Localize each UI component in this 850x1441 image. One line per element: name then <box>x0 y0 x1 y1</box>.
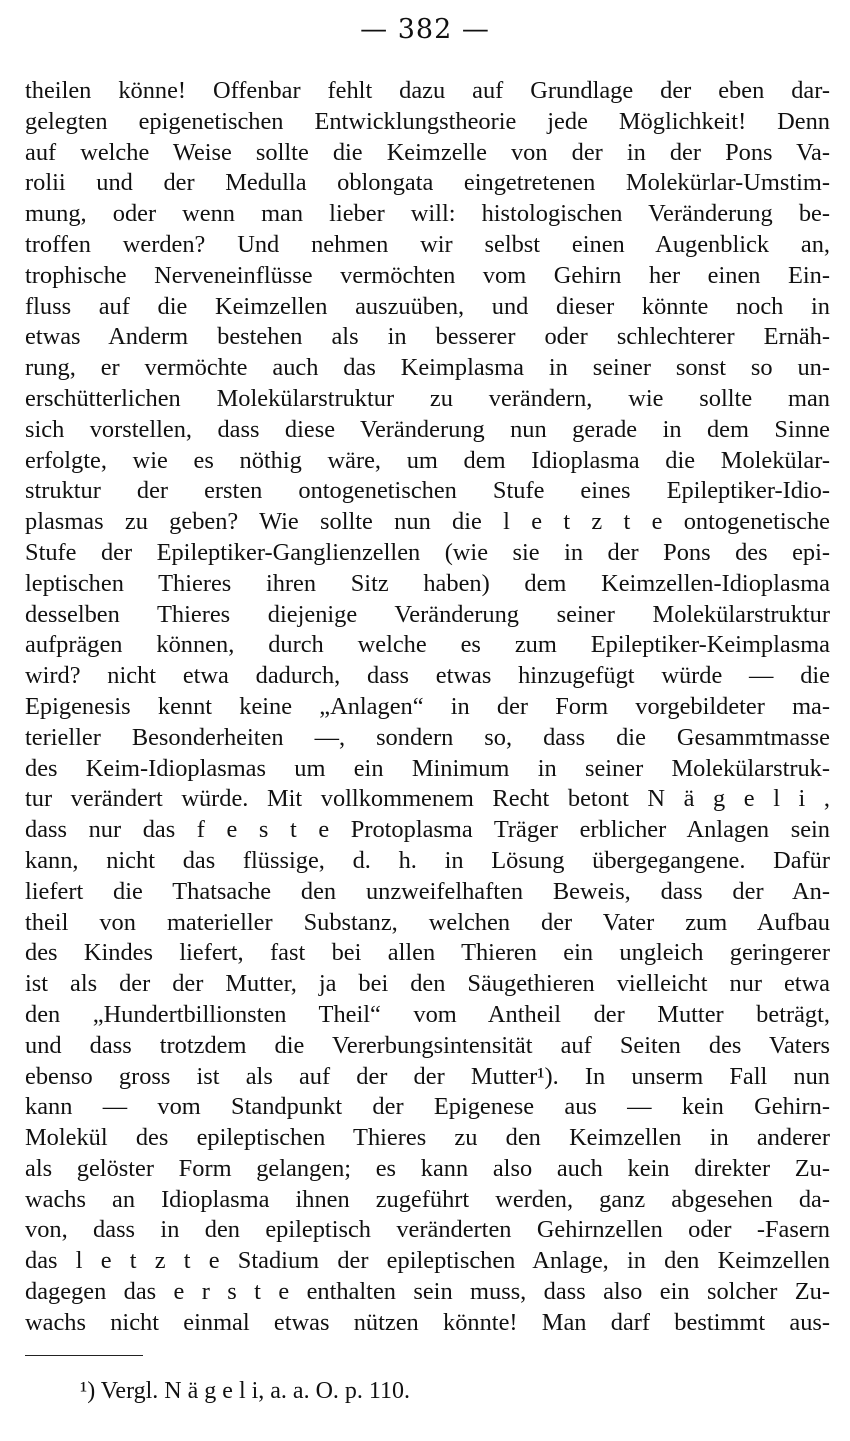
text-line: das l e t z t e Stadium der epileptischen Anlage, in den Keimzellen <box>25 1247 830 1275</box>
text-line: mung, oder wenn man lieber will: histologischen Veränderung be- <box>25 200 830 228</box>
text-line: liefert die Thatsache den unzweifelhaften Beweis, dass der An- <box>25 877 830 905</box>
text-line: des Kindes liefert, fast bei allen Thieren ein ungleich geringerer <box>25 939 830 967</box>
text-line: rung, er vermöchte auch das Keimplasma in seiner sonst so un- <box>25 354 830 382</box>
text-line: des Keim-Idioplasmas um ein Minimum in seiner Molekülarstruk- <box>25 754 830 782</box>
text-line: wachs nicht einmal etwas nützen könnte! Man darf bestimmt aus- <box>25 1308 830 1336</box>
text-line: tur verändert würde. Mit vollkommenem Recht betont N ä g e l i , <box>25 785 830 813</box>
text-line: gelegten epigenetischen Entwicklungstheorie jede Möglichkeit! Denn <box>25 107 830 135</box>
text-line: etwas Anderm bestehen als in besserer oder schlechterer Ernäh- <box>25 323 830 351</box>
text-line: sich vorstellen, dass diese Veränderung nun gerade in dem Sinne <box>25 415 830 443</box>
footnote-divider <box>25 1355 143 1356</box>
text-line: erfolgte, wie es nöthig wäre, um dem Idioplasma die Molekülar- <box>25 446 830 474</box>
text-line: desselben Thieres diejenige Veränderung seiner Molekülarstruktur <box>25 600 830 628</box>
text-line: ebenso gross ist als auf der der Mutter¹). In unserm Fall nun <box>25 1062 830 1090</box>
text-line: rolii und der Medulla oblongata eingetretenen Molekürlar-Umstim- <box>25 169 830 197</box>
body-text <box>25 76 830 1339</box>
text-line: leptischen Thieres ihren Sitz haben) dem Keimzellen-Idioplasma <box>25 569 830 597</box>
text-line: fluss auf die Keimzellen auszuüben, und dieser könnte noch in <box>25 292 830 320</box>
text-line: terieller Besonderheiten —, sondern so, dass die Gesammtmasse <box>25 723 830 751</box>
text-line: aufprägen können, durch welche es zum Epileptiker-Keimplasma <box>25 631 830 659</box>
text-line: erschütterlichen Molekülarstruktur zu verändern, wie sollte man <box>25 384 830 412</box>
text-line: wird? nicht etwa dadurch, dass etwas hinzugefügt würde — die <box>25 662 830 690</box>
text-line: und dass trotzdem die Vererbungsintensität auf Seiten des Vaters <box>25 1031 830 1059</box>
text-line: plasmas zu geben? Wie sollte nun die l e t z t e ontogenetische <box>25 508 830 536</box>
text-line: als gelöster Form gelangen; es kann also auch kein direkter Zu- <box>25 1154 830 1182</box>
text-line: troffen werden? Und nehmen wir selbst einen Augenblick an, <box>25 230 830 258</box>
text-line: dass nur das f e s t e Protoplasma Träger erblicher Anlagen sein <box>25 816 830 844</box>
text-line: wachs an Idioplasma ihnen zugeführt werden, ganz abgesehen da- <box>25 1185 830 1213</box>
text-line: Stufe der Epileptiker-Ganglienzellen (wie sie in der Pons des epi- <box>25 538 830 566</box>
footnote: ¹) Vergl. N ä g e l i, a. a. O. p. 110. <box>80 1378 411 1404</box>
text-line: ist als der der Mutter, ja bei den Säugethieren vielleicht nur etwa <box>25 970 830 998</box>
text-line: von, dass in den epileptisch veränderten Gehirnzellen oder -Fasern <box>25 1216 830 1244</box>
text-line: Epigenesis kennt keine „Anlagen“ in der Form vorgebildeter ma- <box>25 692 830 720</box>
page-number: — 382 — <box>360 14 490 45</box>
text-line: auf welche Weise sollte die Keimzelle von der in der Pons Va- <box>25 138 830 166</box>
text-line: kann — vom Standpunkt der Epigenese aus — kein Gehirn- <box>25 1093 830 1121</box>
text-line: Molekül des epileptischen Thieres zu den Keimzellen in anderer <box>25 1124 830 1152</box>
text-line: den „Hundertbillionsten Theil“ vom Antheil der Mutter beträgt, <box>25 1000 830 1028</box>
text-line: trophische Nerveneinflüsse vermöchten vom Gehirn her einen Ein- <box>25 261 830 289</box>
text-line: struktur der ersten ontogenetischen Stufe eines Epileptiker-Idio- <box>25 477 830 505</box>
text-line: theil von materieller Substanz, welchen der Vater zum Aufbau <box>25 908 830 936</box>
text-line: kann, nicht das flüssige, d. h. in Lösung übergegangene. Dafür <box>25 846 830 874</box>
text-line: theilen könne! Offenbar fehlt dazu auf Grundlage der eben dar- <box>25 77 830 104</box>
text-line: dagegen das e r s t e enthalten sein muss, dass also ein solcher Zu- <box>25 1278 830 1306</box>
